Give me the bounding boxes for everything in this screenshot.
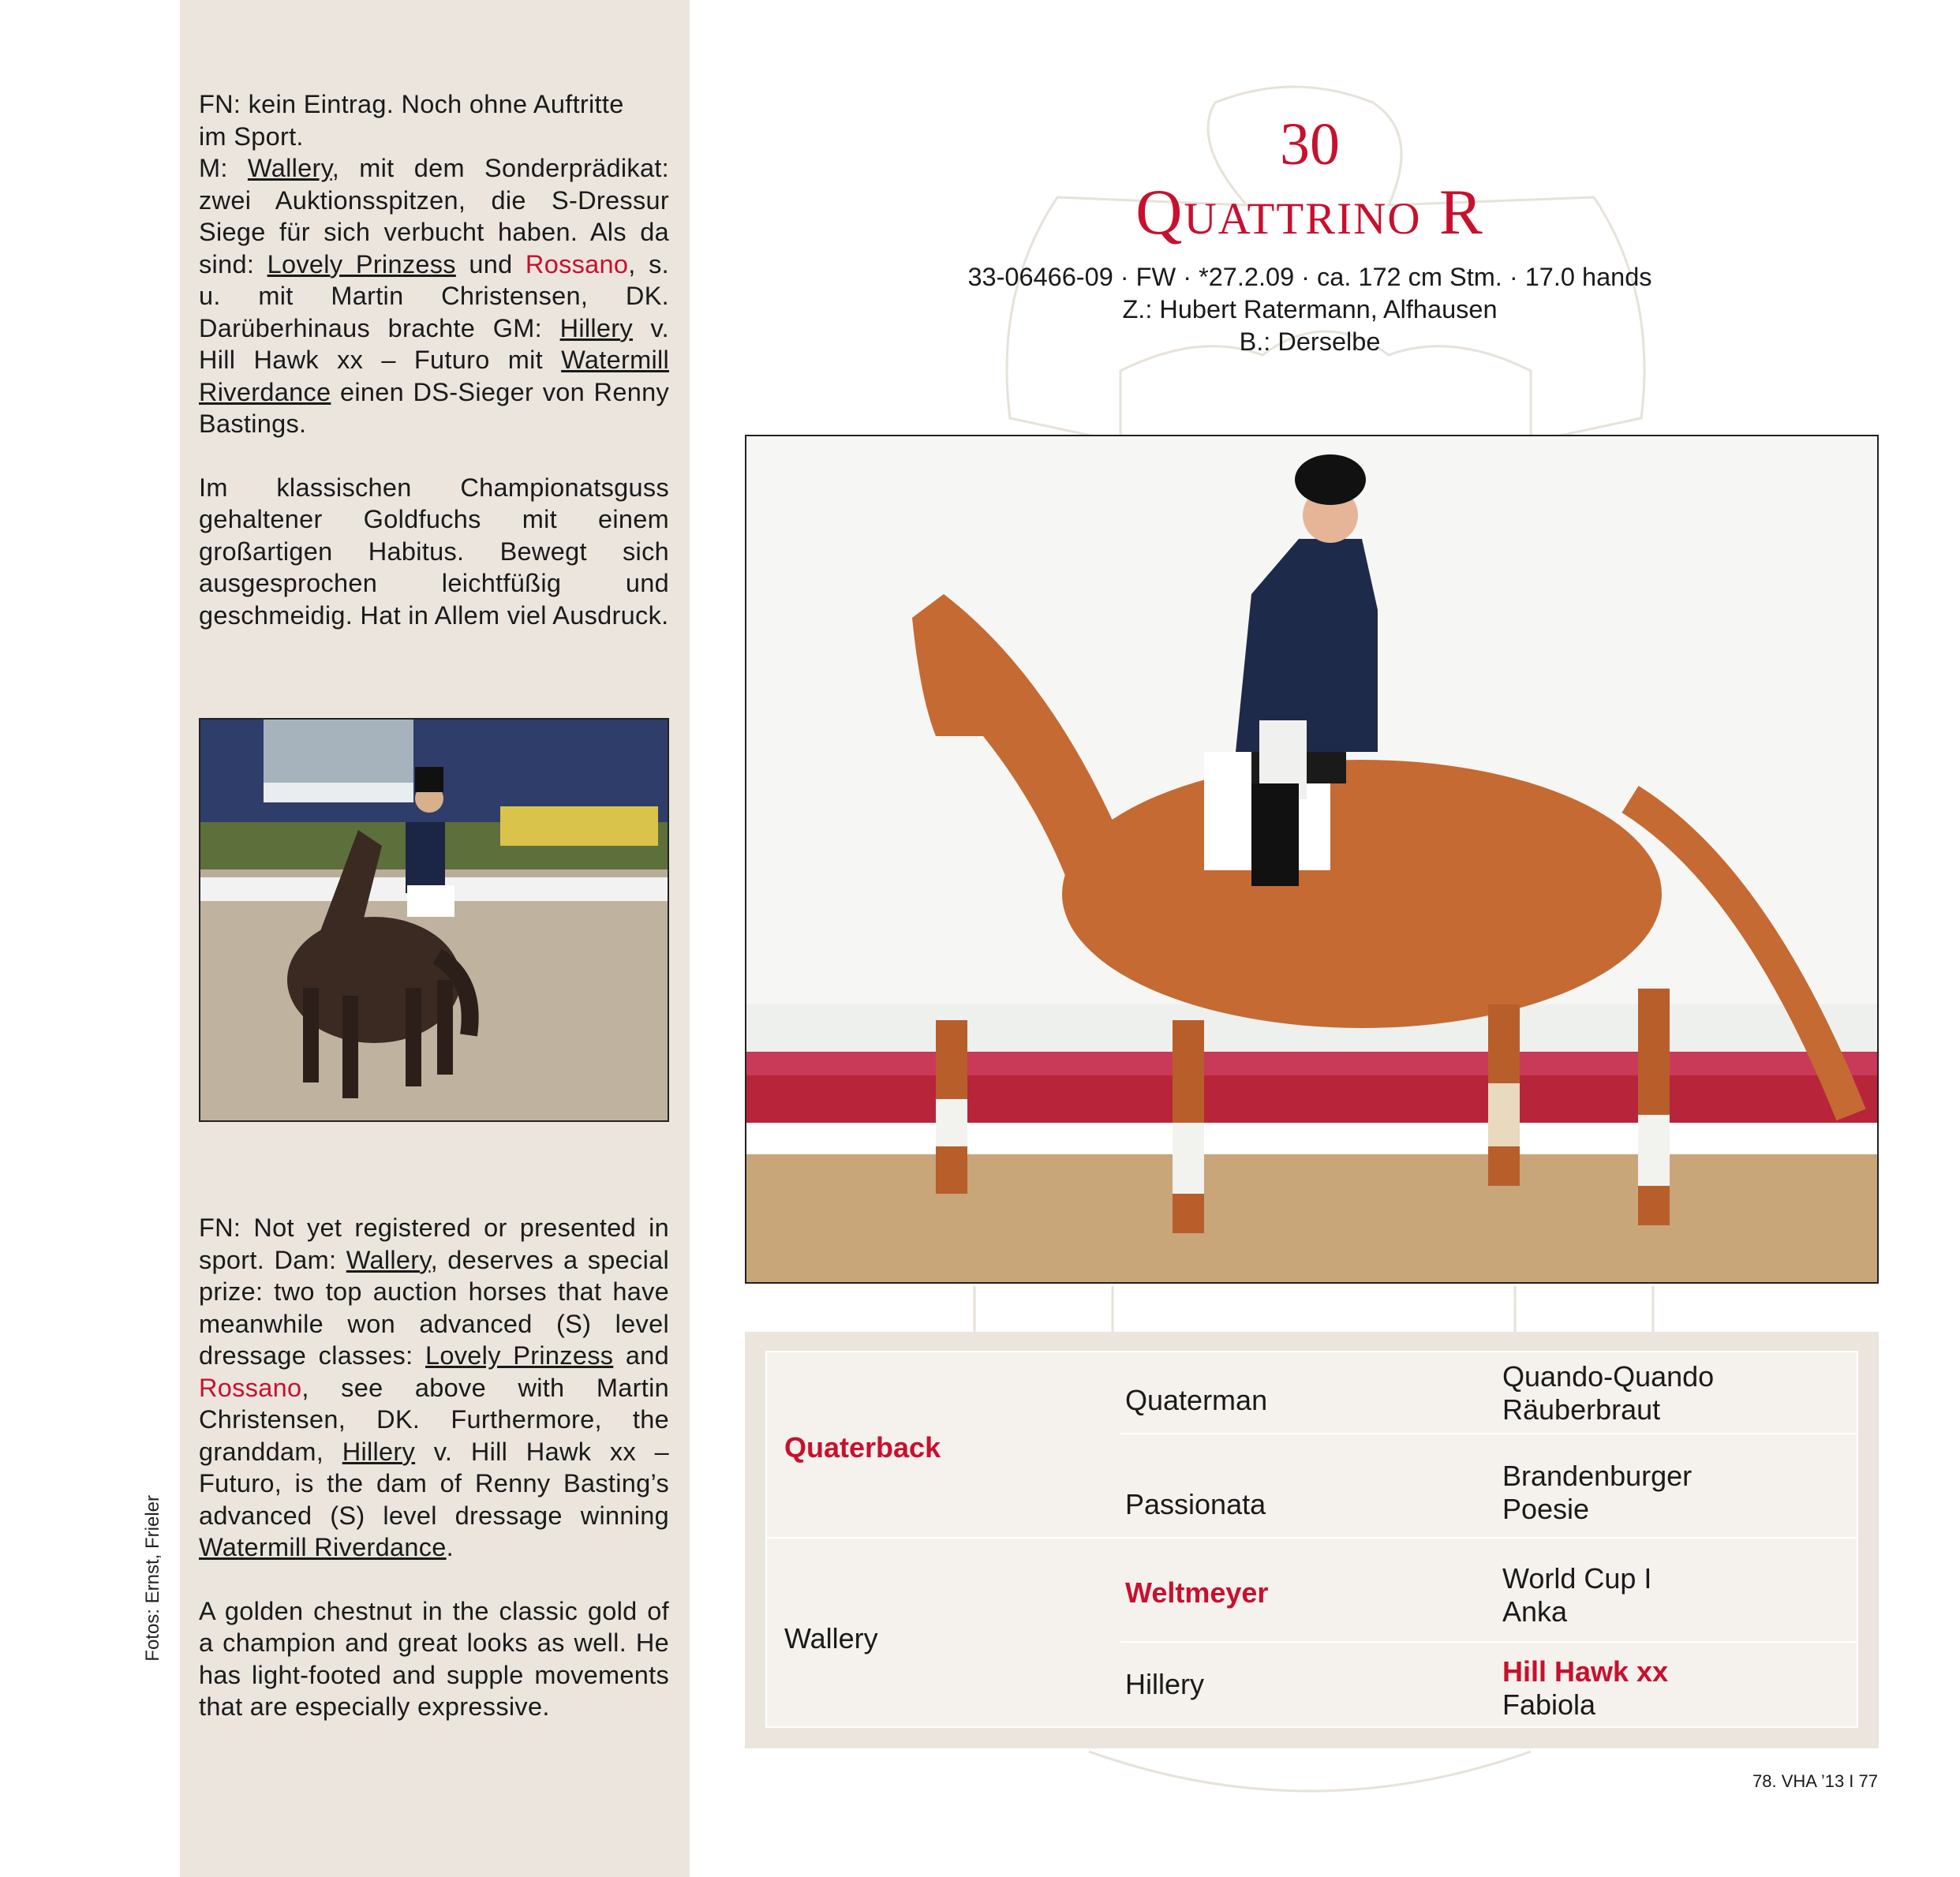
pedigree-ss-sire: Quando-Quando bbox=[1502, 1360, 1715, 1393]
breeder: Z.: Hubert Ratermann, Alfhausen bbox=[1122, 295, 1498, 323]
text-run: and bbox=[613, 1341, 669, 1370]
pedigree-ds-dam: Anka bbox=[1502, 1595, 1568, 1628]
pedigree-ss-dam: Räuberbraut bbox=[1502, 1393, 1661, 1426]
german-fn-line: FN: kein Eintrag. Noch ohne Auftritte bbox=[199, 90, 624, 118]
german-description bbox=[199, 88, 669, 663]
horse-name-link: Hillery bbox=[342, 1437, 416, 1466]
text-run: , s. u. mit Martin Christensen, DK. Darüberhinaus brachte GM: bbox=[199, 249, 669, 342]
pedigree-sd-dam: Poesie bbox=[1502, 1493, 1590, 1525]
english-pedigree-note bbox=[199, 1212, 669, 1564]
text-run: , see above with Martin Christensen, DK. Furthermore, the granddam, bbox=[199, 1373, 669, 1466]
text-run: , deserves a special prize: two top auction horses that have meanwhile won advanced (S) level dressage classes: bbox=[199, 1245, 669, 1370]
page-footer: 78. VHA ’13 I 77 bbox=[1752, 1771, 1878, 1791]
horse-details: 33-06466-09 · FW · *27.2.09 · ca. 172 cm Stm. · 17.0 hands bbox=[967, 263, 1652, 291]
owner: B.: Derselbe bbox=[1239, 327, 1381, 356]
horse-name-link: Watermill Riverdance bbox=[199, 346, 669, 406]
pedigree-dd-sire: Hill Hawk xx bbox=[1502, 1655, 1669, 1688]
pedigree-sire-sire: Quaterman bbox=[1125, 1384, 1268, 1416]
horse-name-link: Wallery bbox=[247, 154, 332, 182]
pedigree-dam-sire: Weltmeyer bbox=[1125, 1576, 1269, 1609]
pedigree-sire-dam: Passionata bbox=[1125, 1488, 1266, 1520]
horse-name-link: Watermill Riverdance bbox=[199, 1533, 447, 1561]
pedigree-ds-sire: World Cup I bbox=[1502, 1562, 1652, 1595]
pedigree-dam: Wallery bbox=[784, 1622, 878, 1655]
rossano-photo bbox=[199, 718, 669, 1122]
highlighted-horse-name: Rossano bbox=[199, 1373, 302, 1402]
lot-number: 30 bbox=[1280, 111, 1340, 178]
pedigree-divider bbox=[1120, 1641, 1858, 1643]
text-run: FN: Not yet registered or presented in sport. Dam: bbox=[199, 1213, 669, 1274]
pedigree-divider bbox=[767, 1537, 1858, 1539]
dressage-photo-main bbox=[746, 436, 1877, 1282]
german-character-note: Im klassischen Championatsguss gehaltener Goldfuchs mit einem großartigen Habitus. Bewegt sich ausgesprochen leichtfüßig und geschmeidig. Hat in Allem viel Ausdruck. bbox=[199, 473, 669, 630]
horse-name: Quattrino R bbox=[1135, 176, 1484, 248]
pedigree-table bbox=[765, 1351, 1858, 1728]
text-run: , mit dem Sonderprädikat: zwei Auktionsspitzen, die S-Dressur Siege für sich verbucht haben. Als da sind: bbox=[199, 154, 669, 279]
german-pedigree-note bbox=[199, 154, 669, 438]
english-character-note: A golden chestnut in the classic gold of a champion and great looks as well. He has light-footed and supple movements that are especially expressive. bbox=[199, 1596, 669, 1721]
text-run: M: bbox=[199, 154, 248, 182]
photo-credit: Fotos: Ernst, Frieler bbox=[142, 1495, 163, 1662]
horse-name-link: Wallery bbox=[346, 1245, 431, 1274]
horse-name-link: Lovely Prinzess bbox=[425, 1341, 614, 1370]
text-run: v. Hill Hawk xx – Futuro mit bbox=[199, 313, 669, 374]
text-run: . bbox=[446, 1533, 454, 1561]
dressage-photo-small bbox=[200, 720, 669, 1122]
pedigree-sire: Quaterback bbox=[784, 1431, 941, 1464]
highlighted-horse-name: Rossano bbox=[525, 249, 629, 279]
pedigree-dam-dam: Hillery bbox=[1125, 1668, 1205, 1700]
horse-name-link: Lovely Prinzess bbox=[267, 249, 456, 279]
pedigree-divider bbox=[1120, 1433, 1858, 1434]
pedigree-dd-dam: Fabiola bbox=[1502, 1688, 1596, 1721]
text-run: und bbox=[455, 249, 526, 279]
main-horse-photo bbox=[745, 435, 1879, 1284]
text-run: einen DS-Sieger von Renny Bastings. bbox=[199, 377, 669, 438]
english-description bbox=[199, 1212, 669, 1755]
german-fn-line-2: im Sport. bbox=[199, 122, 304, 151]
pedigree-sd-sire: Brandenburger bbox=[1502, 1460, 1693, 1492]
horse-name-link: Hillery bbox=[559, 313, 633, 342]
text-run: v. Hill Hawk xx – Futuro, is the dam of Renny Basting’s advanced (S) level dressage winning bbox=[199, 1437, 670, 1530]
